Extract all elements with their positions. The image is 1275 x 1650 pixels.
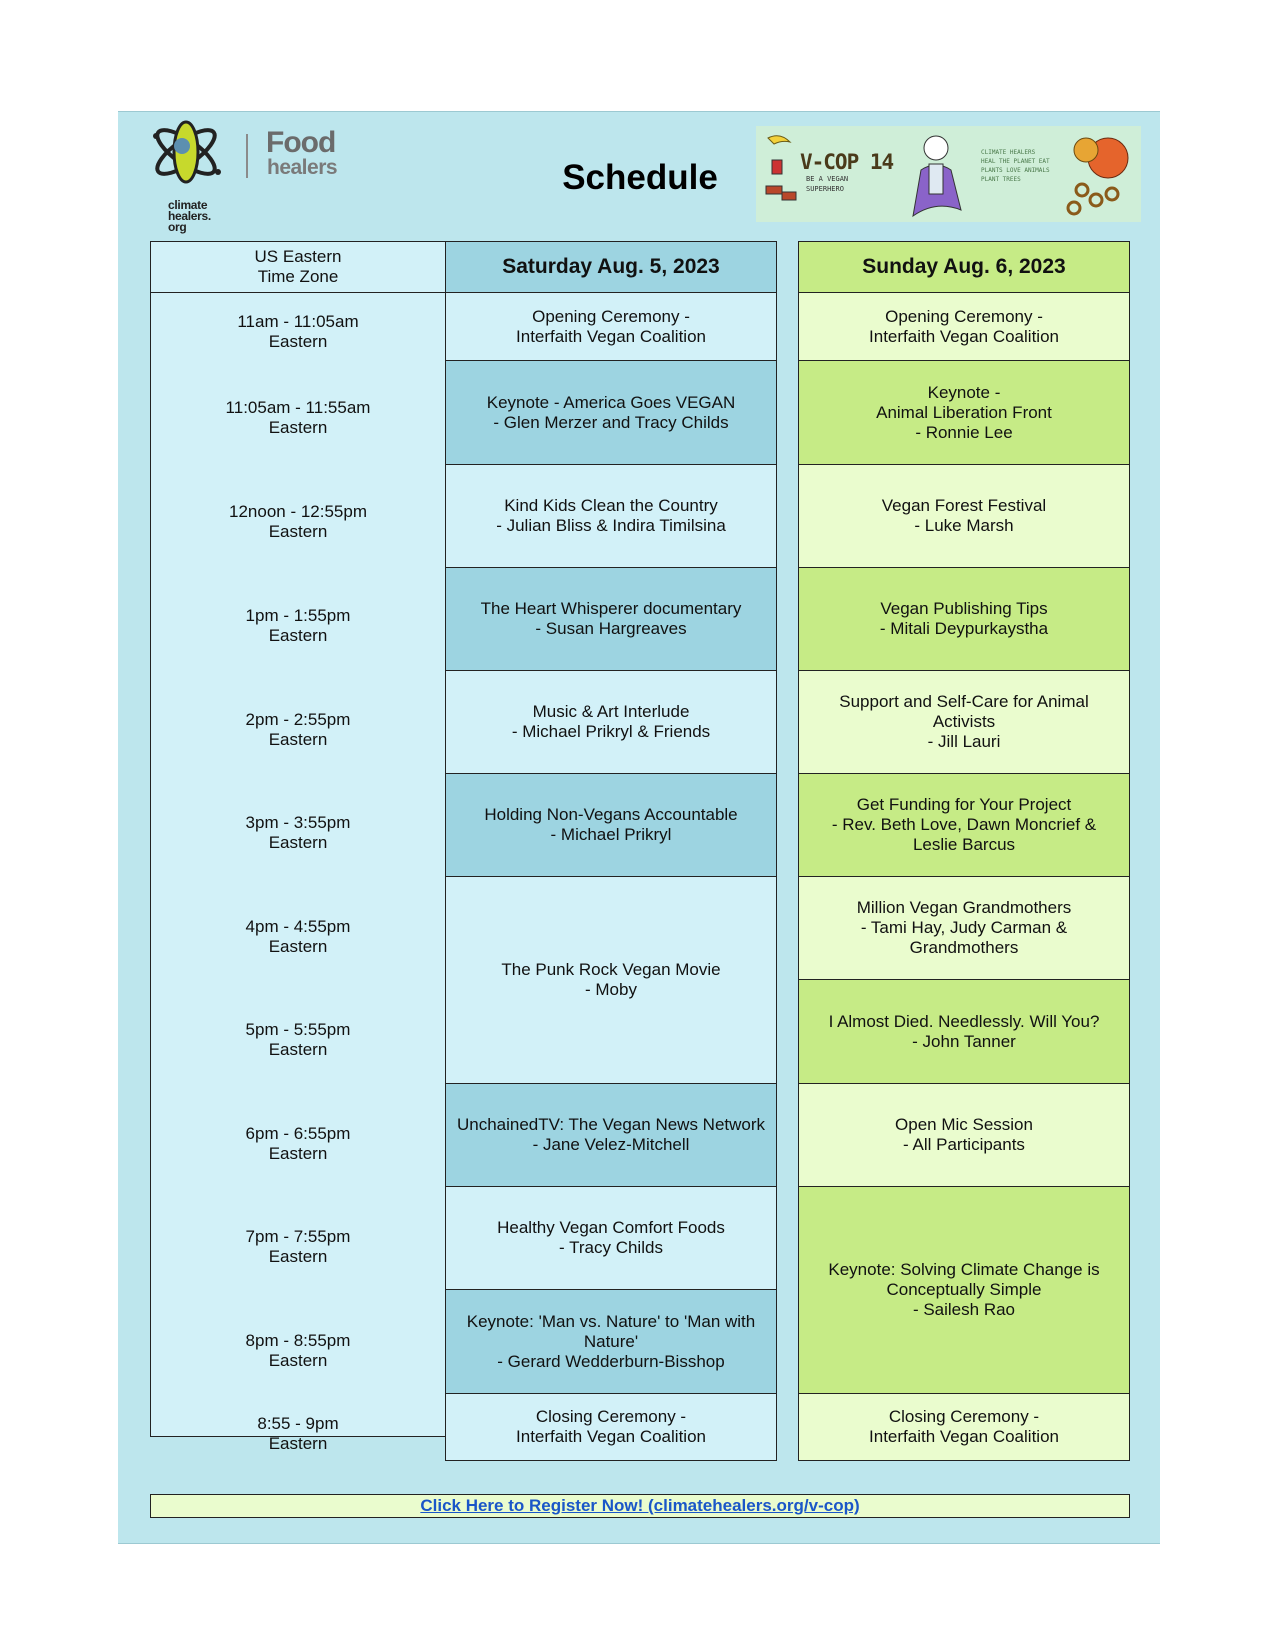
time-slot: 4pm - 4:55pm Eastern xyxy=(245,917,351,956)
sunday-session: Million Vegan Grandmothers - Tami Hay, Judy Carman & Grandmothers xyxy=(798,876,1130,980)
time-slot: 11am - 11:05am Eastern xyxy=(237,312,359,351)
saturday-session: UnchainedTV: The Vegan News Network - Jane Velez-Mitchell xyxy=(445,1083,777,1187)
sunday-session: Support and Self-Care for Animal Activists - Jill Lauri xyxy=(798,670,1130,774)
banner-slogan: CLIMATE HEALERS HEAL THE PLANET EAT PLANTS LOVE ANIMALS PLANT TREES xyxy=(981,149,1050,183)
sunday-session: Open Mic Session - All Participants xyxy=(798,1083,1130,1187)
time-slot: 8:55 - 9pm Eastern xyxy=(257,1414,339,1453)
time-slot: 3pm - 3:55pm Eastern xyxy=(245,813,351,852)
pumpkin-icon xyxy=(1056,128,1136,218)
sunday-session: Closing Ceremony - Interfaith Vegan Coalition xyxy=(798,1393,1130,1461)
page-title: Schedule xyxy=(562,158,718,197)
time-slot: 11:05am - 11:55am Eastern xyxy=(225,398,371,437)
sunday-session: Opening Ceremony - Interfaith Vegan Coalition xyxy=(798,292,1130,361)
banner-subtitle: BE A VEGAN SUPERHERO xyxy=(806,175,849,193)
saturday-session: Music & Art Interlude - Michael Prikryl & Friends xyxy=(445,670,777,774)
time-slot: 8pm - 8:55pm Eastern xyxy=(245,1331,351,1370)
time-slot: 2pm - 2:55pm Eastern xyxy=(245,710,351,749)
logo-healers-text: healers xyxy=(267,156,338,179)
sunday-session: Get Funding for Your Project - Rev. Beth Love, Dawn Moncrief & Leslie Barcus xyxy=(798,773,1130,877)
time-slot: 7pm - 7:55pm Eastern xyxy=(245,1227,351,1266)
saturday-session: Holding Non-Vegans Accountable - Michael Prikryl xyxy=(445,773,777,877)
saturday-session: Keynote - America Goes VEGAN - Glen Merzer and Tracy Childs xyxy=(445,360,777,465)
register-link[interactable]: Click Here to Register Now! (climatehealers.org/v-cop) xyxy=(150,1494,1130,1518)
sunday-session: Keynote - Animal Liberation Front - Ronnie Lee xyxy=(798,360,1130,465)
sunday-session: Vegan Publishing Tips - Mitali Deypurkaystha xyxy=(798,567,1130,671)
time-slot: 12noon - 12:55pm Eastern xyxy=(229,502,367,541)
logo-org-text: climate healers. org xyxy=(168,198,211,234)
saturday-session: The Heart Whisperer documentary - Susan Hargreaves xyxy=(445,567,777,671)
vcop-banner xyxy=(756,126,1141,222)
banner-title: V-COP 14 xyxy=(800,150,894,174)
logo-food-text: Food xyxy=(266,126,336,159)
saturday-header: Saturday Aug. 5, 2023 xyxy=(445,241,777,293)
saturday-session: The Punk Rock Vegan Movie - Moby xyxy=(445,876,777,1084)
superhero-icon xyxy=(901,130,971,220)
time-zone-header: US Eastern Time Zone xyxy=(150,241,446,293)
saturday-session: Kind Kids Clean the Country - Julian Bliss & Indira Timilsina xyxy=(445,464,777,568)
atom-icon xyxy=(150,118,230,208)
time-slot: 1pm - 1:55pm Eastern xyxy=(245,606,351,645)
sunday-header: Sunday Aug. 6, 2023 xyxy=(798,241,1130,293)
time-slot: 5pm - 5:55pm Eastern xyxy=(245,1020,351,1059)
banana-icon xyxy=(760,128,800,218)
saturday-session: Opening Ceremony - Interfaith Vegan Coalition xyxy=(445,292,777,361)
sunday-session: Vegan Forest Festival - Luke Marsh xyxy=(798,464,1130,568)
saturday-session: Healthy Vegan Comfort Foods - Tracy Childs xyxy=(445,1186,777,1290)
logo-divider xyxy=(246,134,248,178)
saturday-session: Closing Ceremony - Interfaith Vegan Coalition xyxy=(445,1393,777,1461)
climate-healers-logo xyxy=(150,118,370,233)
saturday-session: Keynote: 'Man vs. Nature' to 'Man with Nature' - Gerard Wedderburn-Bisshop xyxy=(445,1289,777,1394)
sunday-session: I Almost Died. Needlessly. Will You? - John Tanner xyxy=(798,979,1130,1084)
sunday-session: Keynote: Solving Climate Change is Conceptually Simple - Sailesh Rao xyxy=(798,1186,1130,1394)
time-slot: 6pm - 6:55pm Eastern xyxy=(245,1124,351,1163)
